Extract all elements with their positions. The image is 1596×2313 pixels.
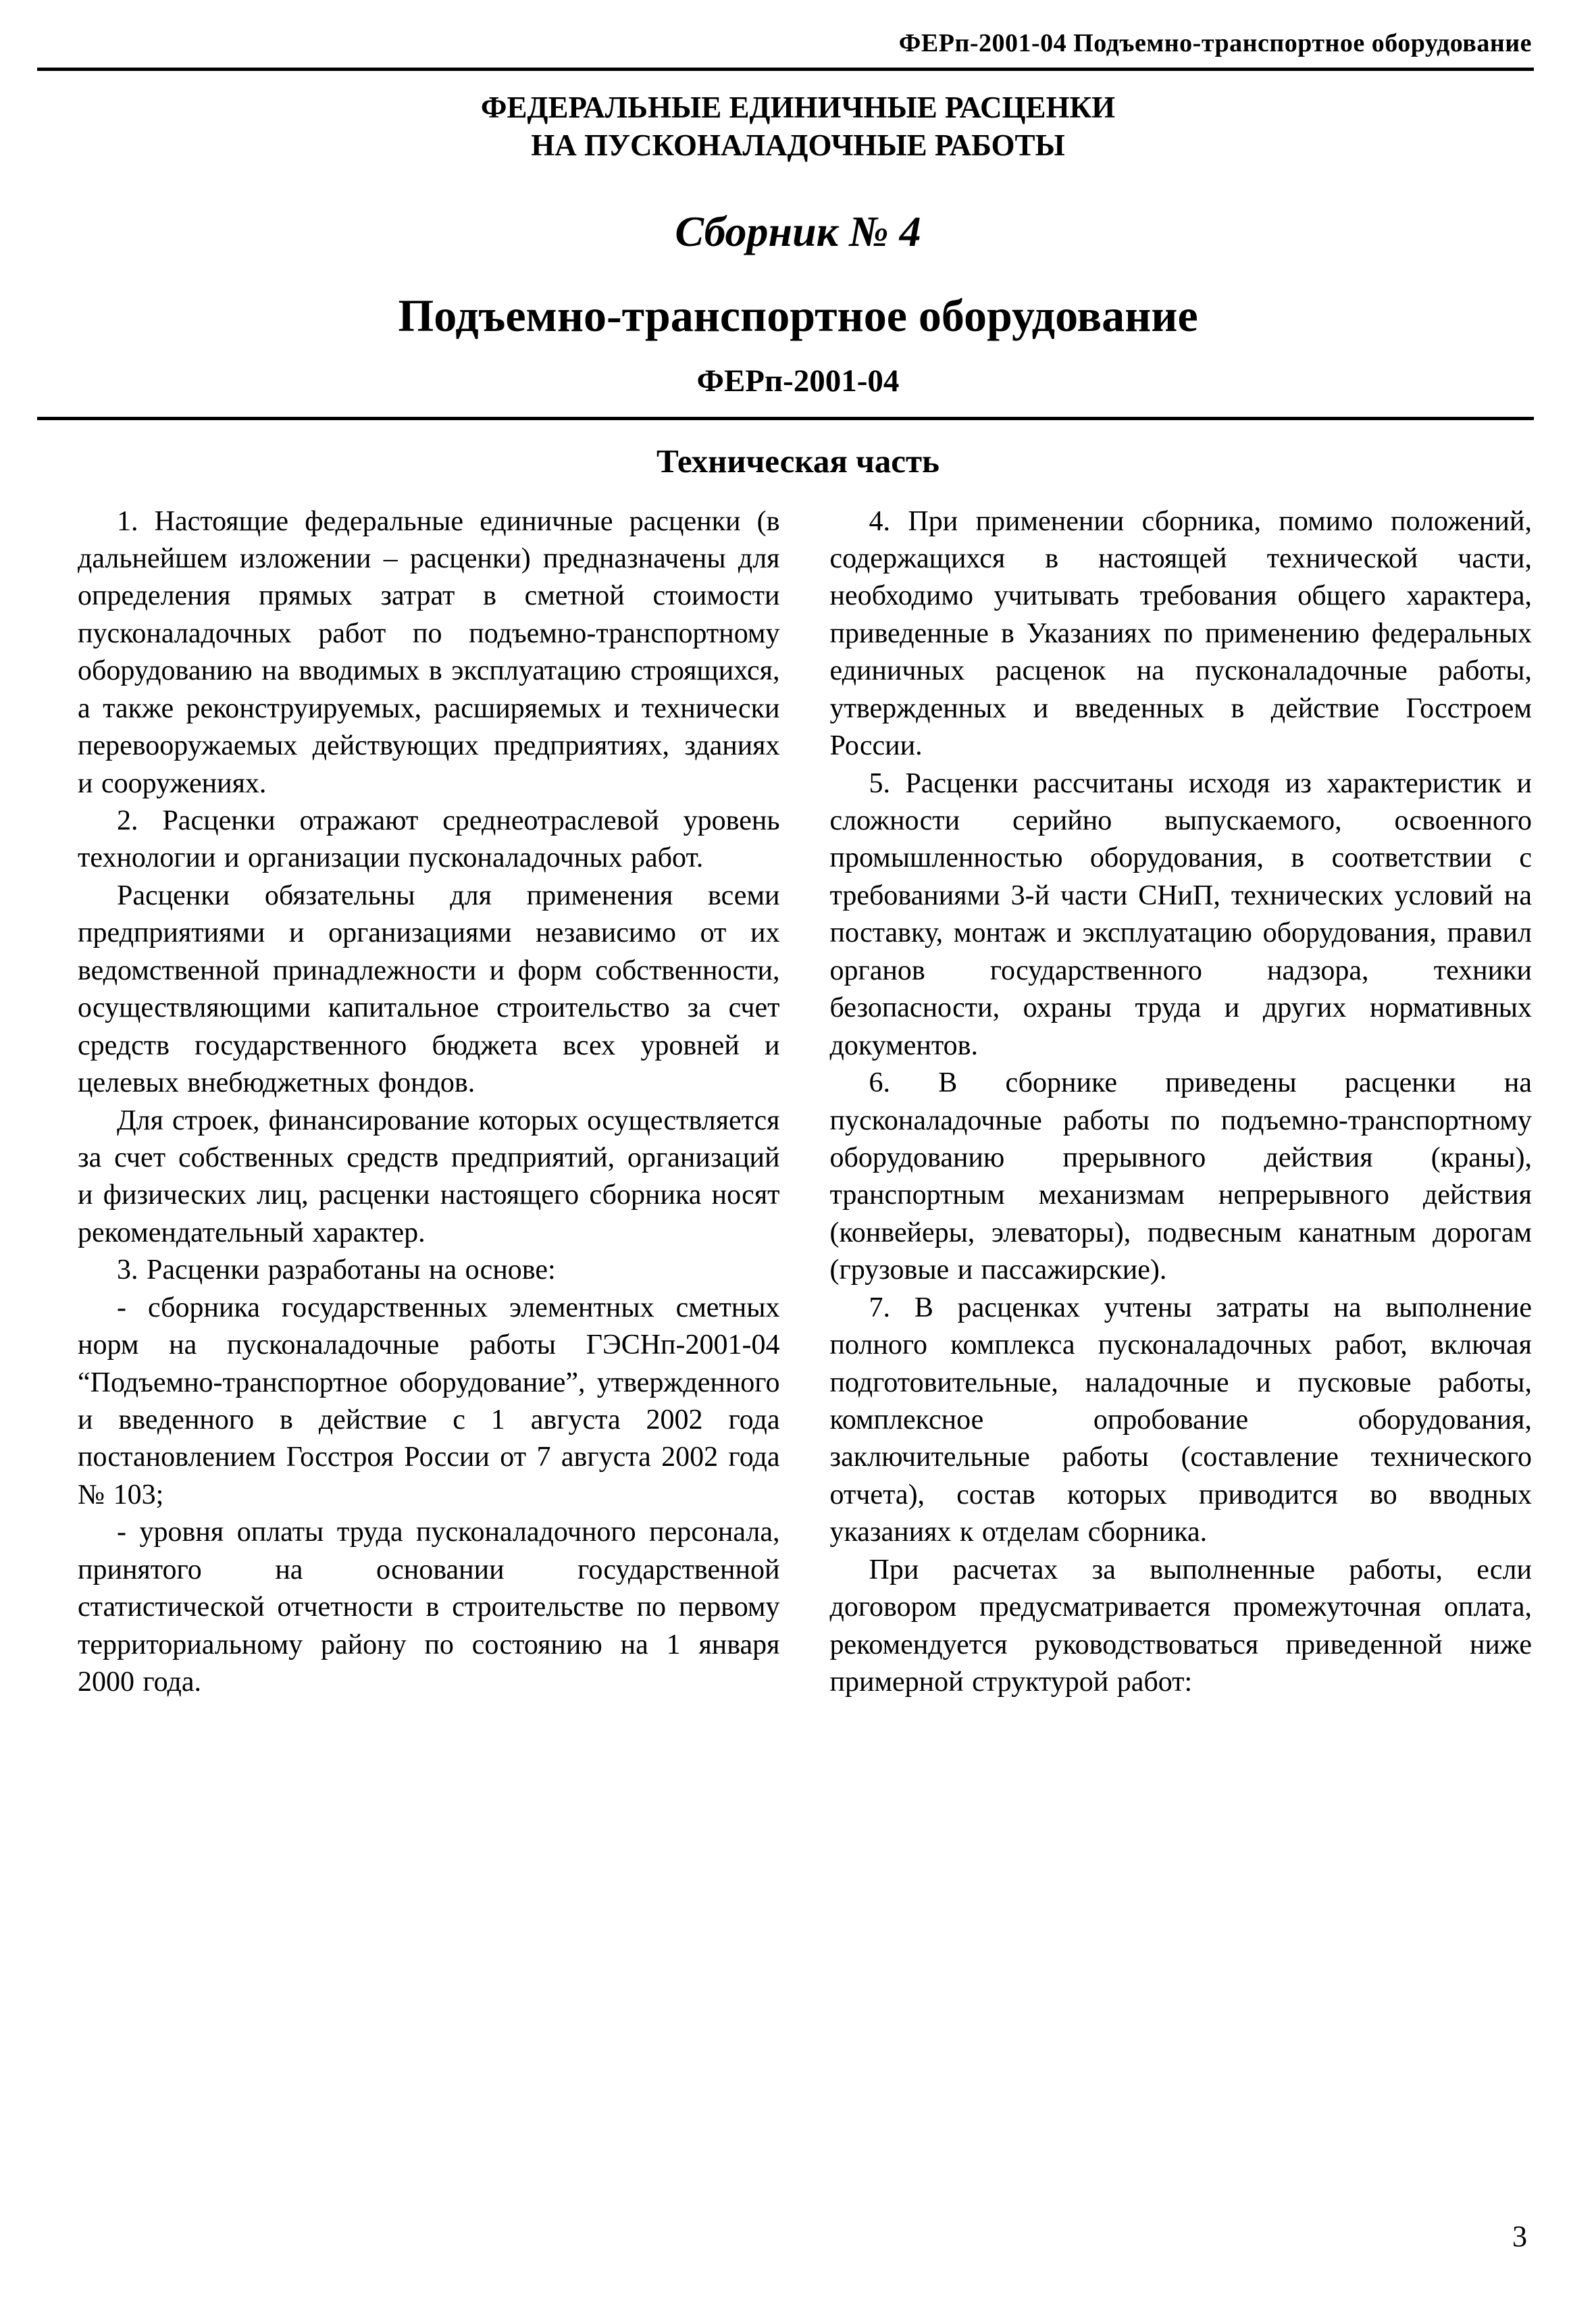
- paragraph: 2. Расценки отражают среднеотраслевой уровень технологии и организации пусконаладочных работ.: [78, 805, 780, 874]
- paragraph: 6. В сборнике приведены расценки на пусконаладочные работы по подъемно-транспортному оборудованию прерывного действия (краны), транспортным механизмам непрерывного действия (конвейеры, элеваторы), подвесным канатным дорогам (грузовые и пассажирские).: [829, 1067, 1532, 1286]
- page-number: 3: [1512, 2220, 1527, 2253]
- paragraph: Для строек, финансирование которых осуществляется за счет собственных средств предприятий, организаций и физических лиц, расценки настоящего сборника носят рекомендательный характер.: [78, 1104, 780, 1248]
- paragraph: 7. В расценках учтены затраты на выполнение полного комплекса пусконаладочных работ, включая подготовительные, наладочные и пусковые работы, комплексное опробование оборудования, заключительные работы (составление технического отчета), состав которых приводится во вводных указаниях к отделам сборника.: [829, 1292, 1532, 1548]
- paragraph: 4. При применении сборника, помимо положений, содержащихся в настоящей технической части, необходимо учитывать требования общего характера, приведенные в Указаниях по применению федеральных единичных расценок на пусконаладочные работы, утвержденных и введенных в действие Госстроем России.: [829, 505, 1532, 762]
- running-header: ФЕРп-2001-04 Подъемно-транспортное оборудование: [898, 29, 1532, 57]
- divider-middle: [37, 417, 1534, 420]
- section-title: Техническая часть: [657, 442, 939, 480]
- document-title-line1: ФЕДЕРАЛЬНЫЕ ЕДИНИЧНЫЕ РАСЦЕНКИ: [480, 91, 1116, 124]
- text-columns: [0, 480, 1596, 1702]
- right-column: [830, 503, 1533, 1702]
- document-subject: Подъемно-транспортное оборудование: [398, 289, 1198, 341]
- divider-top: [37, 68, 1534, 71]
- paragraph: При расчетах за выполненные работы, если договором предусматривается промежуточная оплата, рекомендуется руководствоваться приведенной ниже примерной структурой работ:: [829, 1554, 1532, 1698]
- paragraph: 1. Настоящие федеральные единичные расценки (в дальнейшем изложении – расценки) предназначены для определения прямых затрат в сметной стоимости пусконаладочных работ по подъемно-транспортному оборудованию на вводимых в эксплуатацию строящихся, а также реконструируемых, расширяемых и технически перевооружаемых действующих предприятиях, зданиях и сооружениях.: [78, 505, 780, 799]
- left-column: [78, 503, 780, 1702]
- document-code: ФЕРп-2001-04: [696, 363, 900, 399]
- paragraph: - сборника государственных элементных сметных норм на пусконаладочные работы ГЭСНп-2001-04 “Подъемно-транспортное оборудование”, утвержденного и введенного в действие с 1 августа 2002 года постановлением Госстроя России от 7 августа 2002 года № 103;: [78, 1292, 780, 1510]
- collection-title: Сборник № 4: [675, 207, 921, 255]
- document-title-line2: НА ПУСКОНАЛАДОЧНЫЕ РАБОТЫ: [531, 128, 1065, 163]
- paragraph: 5. Расценки рассчитаны исходя из характеристик и сложности серийно выпускаемого, освоенного промышленностью оборудования, в соответствии с требованиями 3-й части СНиП, технических условий на поставку, монтаж и эксплуатацию оборудования, правил органов государственного надзора, техники безопасности, охраны труда и других нормативных документов.: [829, 767, 1532, 1061]
- document-title: [0, 88, 1596, 165]
- paragraph: Расценки обязательны для применения всеми предприятиями и организациями независимо от их ведомственной принадлежности и форм собственности, осуществляющими капитальное строительство за счет средств государственного бюджета всех уровней и целевых внебюджетных фондов.: [78, 880, 780, 1099]
- paragraph: - уровня оплаты труда пусконаладочного персонала, принятого на основании государственной статистической отчетности в строительстве по первому территориальному району по состоянию на 1 января 2000 года.: [78, 1517, 780, 1698]
- paragraph: 3. Расценки разработаны на основе:: [117, 1254, 556, 1286]
